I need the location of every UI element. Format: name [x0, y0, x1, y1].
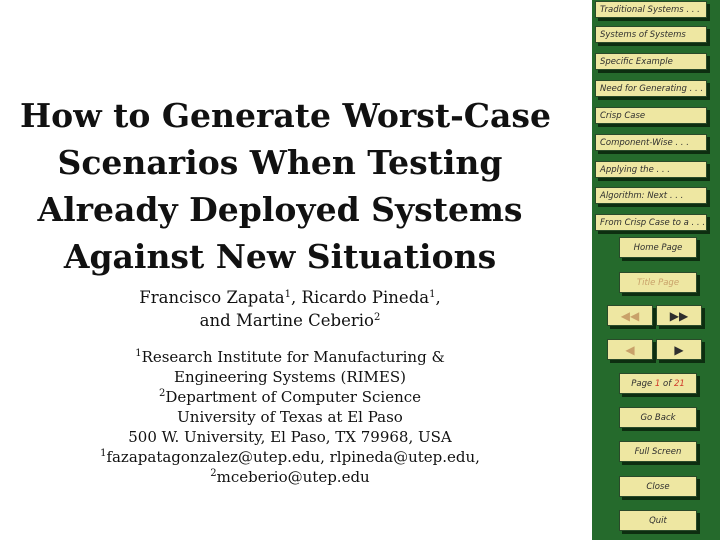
navigation-sidebar — [592, 0, 720, 540]
nav-item-systems-of-systems[interactable]: Systems of Systems — [595, 26, 707, 43]
slide-title — [20, 92, 551, 280]
authors — [60, 286, 520, 332]
nav-item-component-wise[interactable]: Component-Wise . . . — [595, 134, 707, 151]
affiliation-2-line-2: University of Texas at El Paso — [177, 408, 403, 426]
affiliation-2-line-1 — [40, 387, 540, 407]
title-line-2: Scenarios When Testing — [57, 143, 503, 182]
email-line-1 — [40, 447, 540, 467]
quit-button[interactable]: Quit — [619, 510, 697, 531]
page-of-label: of — [660, 379, 674, 389]
email-line-2 — [40, 467, 540, 487]
affiliation-text: Research Institute for Manufacturing & — [141, 348, 445, 366]
fast-forward-button[interactable] — [656, 305, 702, 326]
nav-item-specific-example[interactable]: Specific Example — [595, 53, 707, 70]
full-screen-button[interactable]: Full Screen — [619, 441, 697, 462]
nav-item-need-for-generating[interactable]: Need for Generating . . . — [595, 80, 707, 97]
email-text: mceberio@utep.edu — [216, 468, 370, 486]
fast-back-button[interactable] — [607, 305, 653, 326]
author-3: Martine Ceberio — [235, 311, 374, 330]
authors-line-2 — [60, 309, 520, 332]
back-icon: ◀ — [625, 343, 635, 357]
forward-button[interactable] — [656, 339, 702, 360]
back-button[interactable] — [607, 339, 653, 360]
affiliation-text: Department of Computer Science — [165, 388, 422, 406]
affiliation-1-line-1 — [40, 347, 540, 367]
nav-item-applying-the[interactable]: Applying the . . . — [595, 161, 707, 178]
page-current: 1 — [654, 379, 661, 389]
fast-forward-icon: ▶▶ — [669, 309, 689, 323]
title-line-3: Already Deployed Systems — [37, 190, 523, 229]
fast-back-icon: ◀◀ — [620, 309, 640, 323]
page-indicator — [619, 373, 697, 394]
nav-item-traditional-systems[interactable]: Traditional Systems . . . — [595, 1, 707, 18]
nav-item-algorithm-next[interactable]: Algorithm: Next . . . — [595, 187, 707, 204]
author-2-mark: 1 — [429, 289, 436, 300]
nav-item-from-crisp-case[interactable]: From Crisp Case to a . . . — [595, 214, 707, 231]
nav-item-crisp-case[interactable]: Crisp Case — [595, 107, 707, 124]
affiliations — [40, 347, 540, 487]
author-1-mark: 1 — [284, 289, 292, 300]
home-page-button[interactable]: Home Page — [619, 237, 697, 258]
email-mark: 2 — [210, 468, 217, 479]
title-line-4: Against New Situations — [63, 237, 497, 276]
author-separator: , — [435, 288, 441, 307]
close-button[interactable]: Close — [619, 476, 697, 497]
go-back-button[interactable]: Go Back — [619, 407, 697, 428]
author-2: Ricardo Pineda — [301, 288, 430, 307]
authors-line-1 — [60, 286, 520, 309]
page-label: Page — [631, 379, 655, 389]
author-1: Francisco Zapata — [139, 288, 285, 307]
title-line-1: How to Generate Worst-Case — [20, 96, 551, 135]
author-conjunction: and — [199, 311, 236, 330]
affiliation-mark: 1 — [135, 348, 142, 359]
email-mark: 1 — [100, 448, 107, 459]
author-3-mark: 2 — [373, 312, 381, 323]
title-page-button[interactable]: Title Page — [619, 272, 697, 293]
author-separator: , — [291, 288, 302, 307]
address: 500 W. University, El Paso, TX 79968, USA — [128, 428, 452, 446]
forward-icon: ▶ — [674, 343, 684, 357]
email-text: fazapatagonzalez@utep.edu, rlpineda@utep.edu, — [106, 448, 480, 466]
page-total: 21 — [673, 379, 685, 389]
affiliation-mark: 2 — [158, 388, 166, 399]
affiliation-1-line-2: Engineering Systems (RIMES) — [174, 368, 406, 386]
